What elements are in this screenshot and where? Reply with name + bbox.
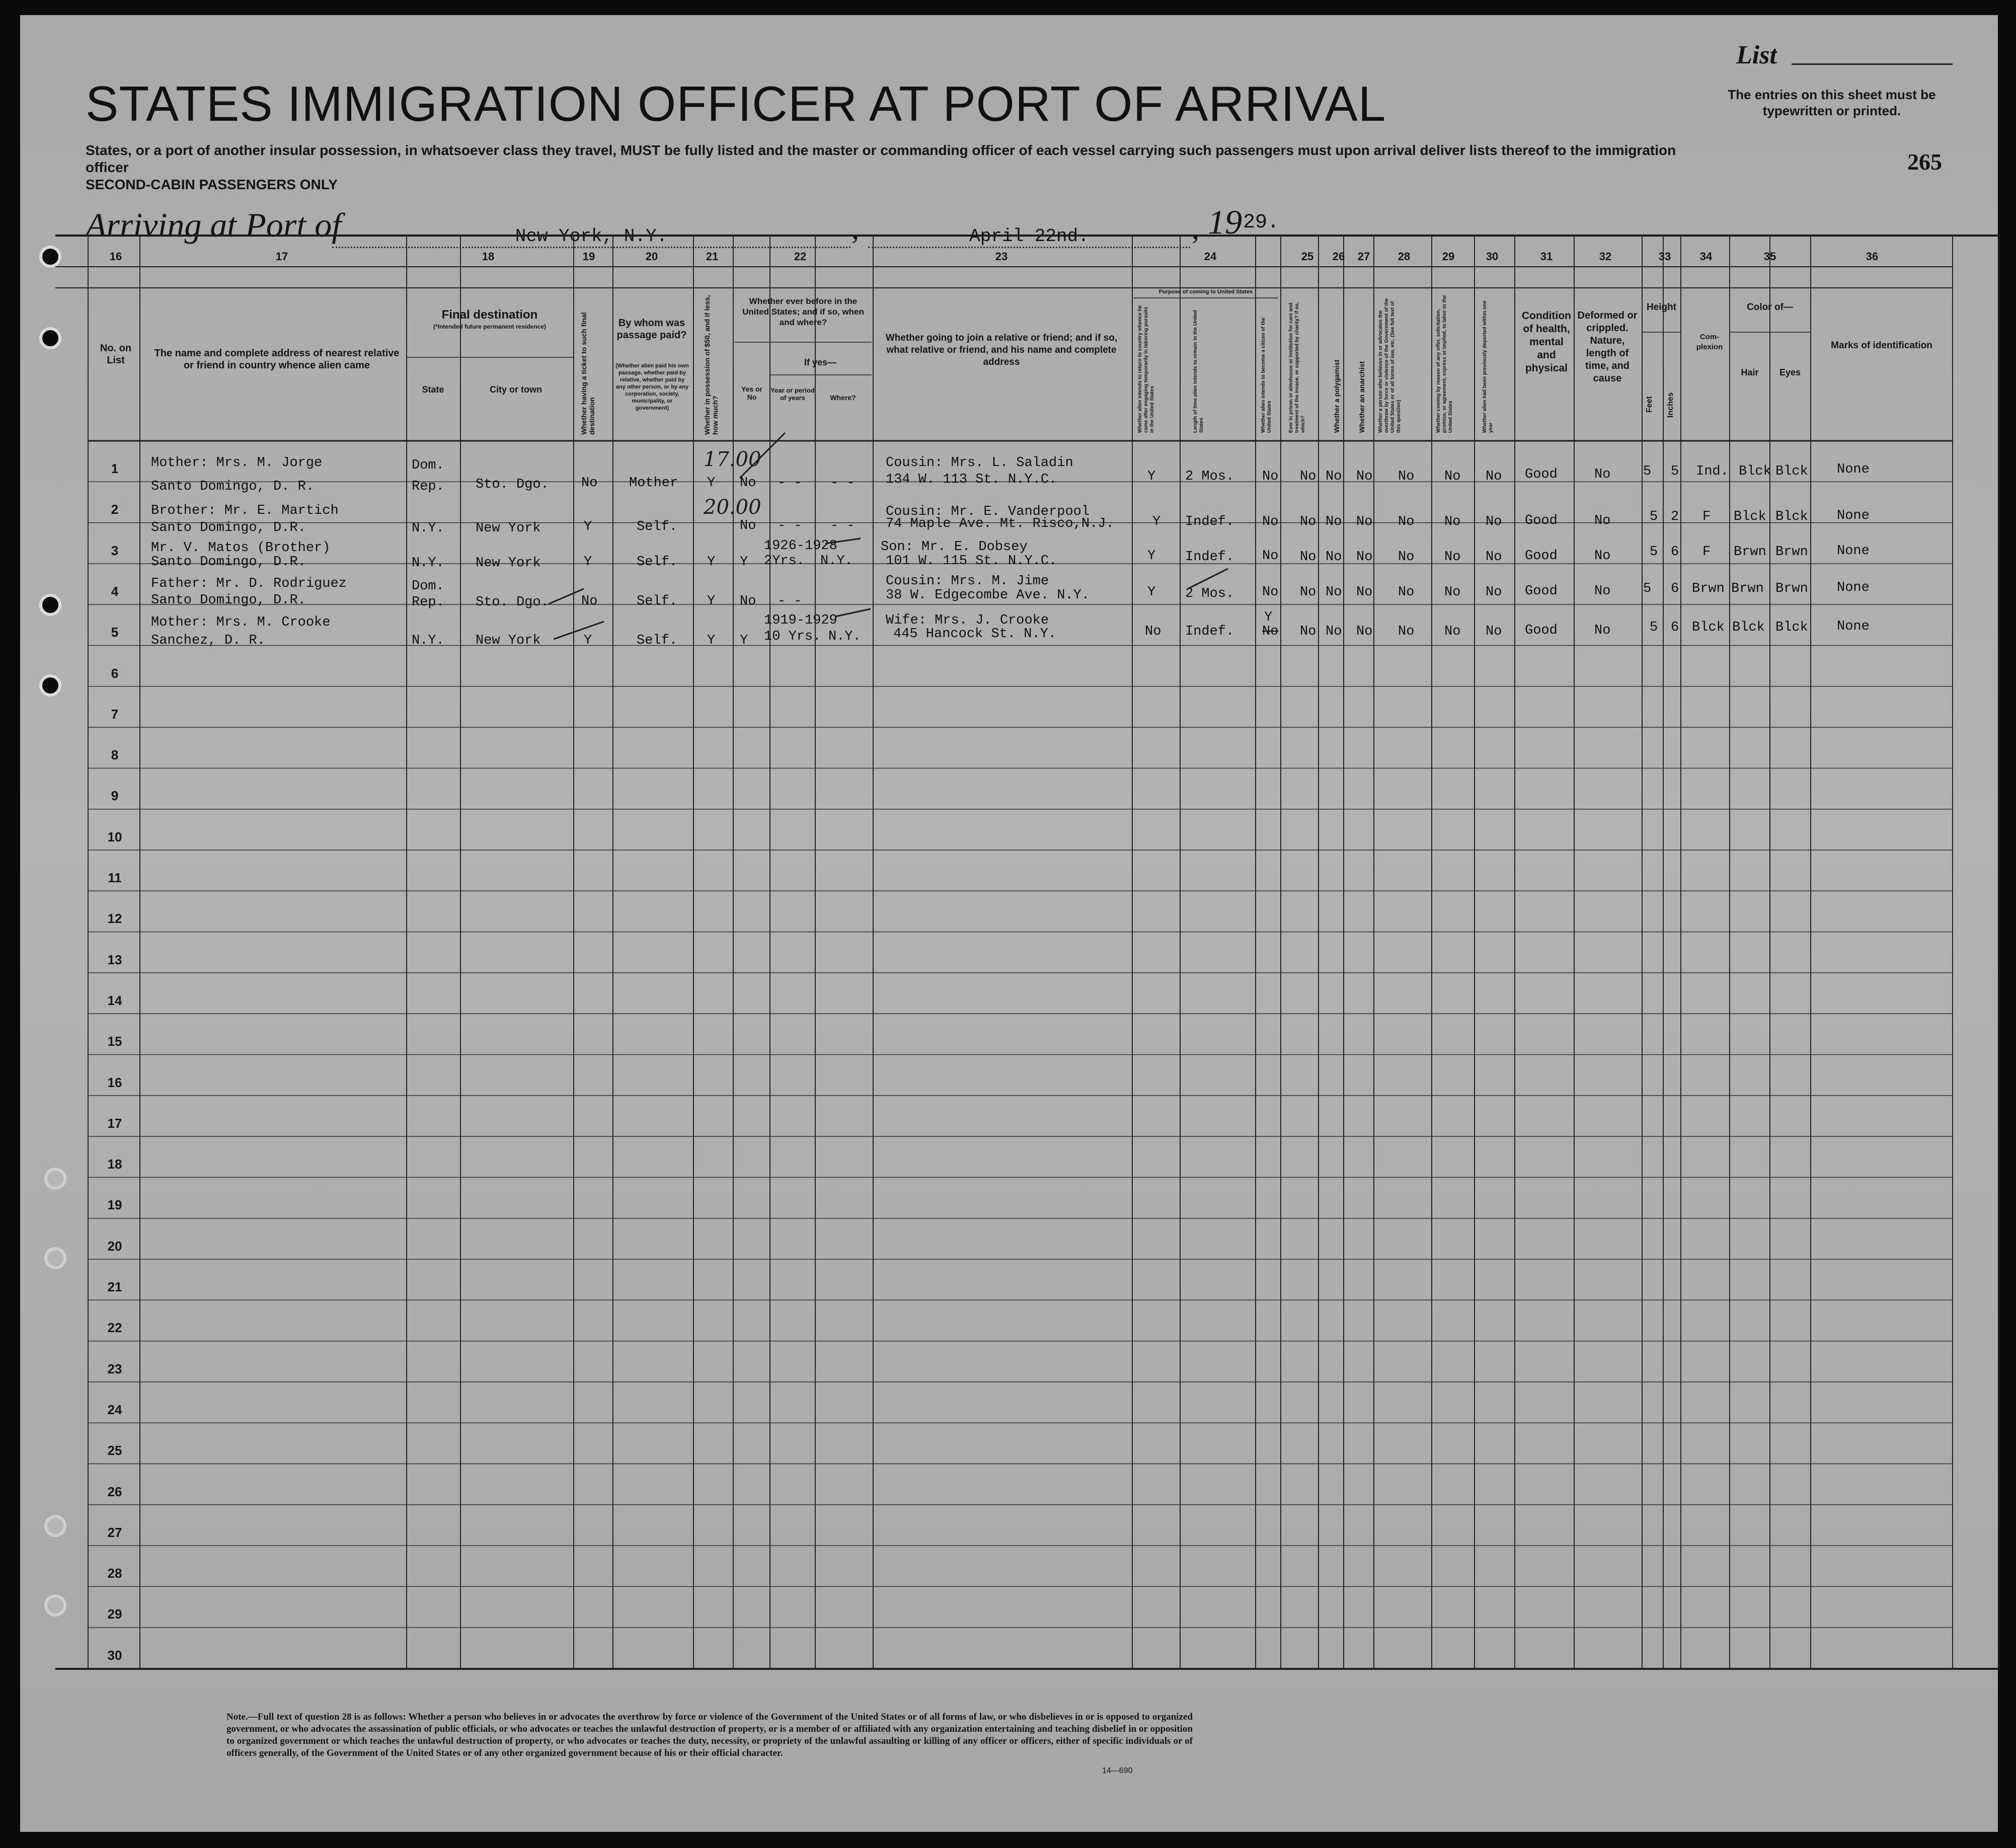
dest-state-2: N.Y. (412, 556, 444, 571)
offer: No (1444, 624, 1461, 639)
overthrow: No (1398, 469, 1415, 484)
row-number: 5 (111, 625, 119, 640)
header-health: Condition of health, mental and physical (1522, 310, 1571, 374)
inches: 2 (1671, 509, 1679, 524)
dest-state-2: N.Y. (412, 521, 444, 536)
ticket: No (581, 476, 598, 491)
row-number: 27 (107, 1524, 122, 1540)
row-number: 20 (107, 1238, 122, 1254)
ticket: Y (584, 555, 592, 570)
handwritten-money-row2: 20.00 (704, 496, 761, 519)
column-number: 34 (1699, 250, 1713, 263)
polygamist: No (1326, 624, 1342, 639)
handwritten-money-row1: 17.00 (704, 448, 761, 471)
row-number: 9 (111, 788, 119, 804)
relative-name: Mother: Mrs. M. Jorge (151, 455, 323, 471)
joining-address: 74 Maple Ave. Mt. Risco,N.J. (886, 516, 1114, 531)
eyes: Brwn (1775, 545, 1808, 560)
header-anarchist: Whether an anarchist (1358, 361, 1366, 433)
anarchist: No (1356, 550, 1373, 565)
row-number: 18 (107, 1157, 122, 1172)
inches: 6 (1671, 545, 1679, 560)
column-number: 18 (482, 250, 495, 263)
header-ticket: Whether having a ticket to such final destination (580, 312, 596, 435)
column-number: 35 (1763, 250, 1776, 263)
complexion: Brwn (1692, 581, 1725, 596)
arriving-label: Arriving at Port of (86, 206, 342, 244)
row-number: 1 (111, 461, 119, 476)
feet: 5 (1650, 509, 1658, 524)
where: N.Y. (820, 554, 853, 569)
citizen: No (1262, 585, 1279, 600)
comma: , (1192, 212, 1199, 245)
header-color-of: Color of— (1747, 302, 1793, 313)
header-marks: Marks of identification (1831, 340, 1932, 351)
health: Good (1525, 623, 1558, 638)
column-number: 17 (275, 250, 288, 263)
column-number: 29 (1442, 250, 1455, 263)
deformed: No (1594, 513, 1611, 528)
deformed: No (1594, 467, 1611, 482)
ticket: Y (584, 519, 592, 534)
row-number: 11 (108, 870, 122, 885)
polygamist: No (1326, 469, 1342, 484)
column-number: 28 (1398, 250, 1411, 263)
relative-name: Father: Mr. D. Rodriguez (151, 576, 347, 591)
hair: Blck (1732, 620, 1765, 635)
where: - - (830, 476, 855, 491)
citizen: No (1262, 469, 1279, 484)
length: Indef. (1185, 514, 1234, 529)
overthrow: No (1398, 624, 1415, 639)
length: Indef. (1185, 624, 1234, 639)
row-number: 24 (107, 1402, 122, 1417)
joining-address: 101 W. 115 St. N.Y.C. (886, 554, 1057, 569)
period-length: 10 Yrs. (764, 629, 821, 644)
before-us: Y (740, 555, 748, 570)
dest-state: Dom. (412, 458, 444, 473)
header-overthrow: Whether a person who believes in or advocates the overthrow by force or violence of the Government of the United States or of all forms of law, etc. (See full text of this question) (1378, 298, 1402, 433)
hair: Blck (1739, 464, 1771, 479)
dest-state-2: Rep. (412, 479, 444, 494)
where: - - (830, 518, 855, 533)
passage-paid-by: Self. (637, 555, 678, 570)
row-number: 8 (111, 747, 119, 763)
marks: None (1837, 462, 1870, 477)
period-length: 2Yrs. (764, 554, 805, 569)
header-purpose: Purpose of coming to United States (1158, 289, 1253, 295)
header-relative-address: The name and complete address of nearest relative or friend in country whence alien came (154, 348, 400, 371)
before-us: No (740, 594, 756, 609)
relative-address: Santo Domingo, D.R. (151, 555, 306, 570)
header-final-destination-note: (*Intended future permanent residence) (433, 323, 547, 330)
column-number: 26 (1332, 250, 1345, 263)
return: Y (1147, 585, 1156, 600)
marks: None (1837, 508, 1870, 523)
relative-name: Mr. V. Matos (Brother) (151, 541, 331, 556)
header-eyes: Eyes (1779, 367, 1801, 377)
inches: 6 (1671, 581, 1679, 596)
anarchist: No (1356, 585, 1373, 600)
period: - - (778, 594, 802, 609)
feet: 5 (1643, 581, 1652, 596)
header-city: City or town (490, 384, 542, 395)
return: No (1145, 624, 1161, 639)
deported: No (1486, 469, 1502, 484)
period: - - (778, 518, 802, 533)
health: Good (1525, 549, 1558, 564)
period: 1919-1929 (764, 613, 837, 628)
dest-city: New York (476, 633, 541, 648)
header-purpose-return: Whether alien intends to return to country whence he came after engaging temporarily in laboring pursuits in the United States (1137, 305, 1155, 433)
column-number: 31 (1540, 250, 1553, 263)
header-money: Whether in possession of $50, and if less, how much? (703, 295, 719, 435)
passage-paid-by: Self. (637, 594, 678, 609)
joining-name: Cousin: Mrs. M. Jime (886, 574, 1049, 589)
anarchist: No (1356, 624, 1373, 639)
column-number: 23 (995, 250, 1008, 263)
column-number: 30 (1486, 250, 1499, 263)
header-no-on-list: No. on List (100, 343, 132, 366)
complexion: F (1702, 545, 1711, 560)
eyes: Brwn (1775, 581, 1808, 596)
relative-address: Santo Domingo, D. R. (151, 479, 315, 494)
header-year-period: Year or period of years (770, 387, 815, 402)
hair: Brwn (1734, 545, 1766, 560)
length: 2 Mos. (1185, 586, 1234, 601)
joining-name: Cousin: Mr. E. Vanderpool (886, 504, 1090, 519)
prison: No (1300, 514, 1316, 529)
ticket: Y (584, 633, 592, 648)
year-suffix: 29. (1243, 211, 1280, 234)
joining-name: Cousin: Mrs. L. Saladin (886, 455, 1073, 471)
eyes: Blck (1775, 464, 1808, 479)
citizen-struck: No (1262, 624, 1279, 639)
marks: None (1837, 544, 1870, 559)
deformed: No (1594, 584, 1611, 599)
overthrow: No (1398, 550, 1415, 565)
offer: No (1444, 469, 1461, 484)
money: Y (707, 594, 716, 609)
header-purpose-length: Length of time alien intends to remain in the United States (1193, 310, 1204, 433)
citizen: No (1262, 549, 1279, 564)
row-number: 4 (111, 583, 119, 599)
header-before-us: Whether ever before in the United States; and if so, when and where? (742, 296, 864, 327)
health: Good (1525, 513, 1558, 528)
form-code: 14—690 (1102, 1766, 1133, 1775)
dest-city: Sto. Dgo. (476, 595, 549, 610)
deported: No (1486, 624, 1502, 639)
inches: 5 (1671, 464, 1679, 479)
citizen: No (1262, 514, 1279, 529)
complexion: Blck (1692, 620, 1725, 635)
row-number: 17 (107, 1115, 122, 1131)
cabin-class-label: SECOND-CABIN PASSENGERS ONLY (86, 177, 338, 192)
row-number: 3 (111, 543, 119, 558)
header-feet: Feet (1645, 396, 1654, 413)
overthrow: No (1398, 514, 1415, 529)
inches: 6 (1671, 620, 1679, 635)
port-field: New York, N.Y. (332, 226, 850, 248)
comma: , (851, 212, 859, 245)
page-title: STATES IMMIGRATION OFFICER AT PORT OF ARRIVAL (86, 76, 1386, 131)
before-us: No (740, 518, 756, 533)
header-offer: Whether coming by reason of any offer, solicitation, promise, or agreement, express or implied, to labor in the United States (1436, 295, 1453, 433)
header-where: Where? (830, 394, 856, 402)
joining-address: 445 Hancock St. N.Y. (893, 627, 1057, 642)
passage-paid-by: Self. (637, 519, 678, 534)
header-passage-paid-note: (Whether alien paid his own passage, whether paid by relative, whether paid by any other person, or by any corporation, society, municipality, or government) (615, 363, 689, 411)
money: Y (707, 476, 716, 491)
prison: No (1300, 624, 1316, 639)
row-number: 25 (107, 1443, 122, 1458)
date-field: April 22nd. (868, 226, 1190, 248)
complexion: F (1702, 509, 1711, 524)
anarchist: No (1356, 514, 1373, 529)
header-complexion: Com-plexion (1696, 333, 1723, 351)
column-number: 32 (1599, 250, 1612, 263)
dest-city: New York (476, 556, 541, 571)
row-number: 12 (107, 911, 122, 927)
offer: No (1444, 550, 1461, 565)
row-number: 26 (107, 1484, 122, 1499)
relative-address: Santo Domingo, D.R. (151, 593, 306, 608)
row-number: 19 (107, 1197, 122, 1213)
row-number: 21 (107, 1279, 122, 1294)
eyes: Blck (1775, 620, 1808, 635)
polygamist: No (1326, 550, 1342, 565)
page-number: 265 (1907, 149, 1942, 175)
row-number: 6 (111, 665, 119, 681)
row-number: 16 (107, 1074, 122, 1090)
row-number: 29 (107, 1606, 122, 1622)
year-prefix: 19 (1208, 203, 1242, 241)
return: Y (1147, 469, 1156, 484)
dest-city: New York (476, 521, 541, 536)
feet: 5 (1650, 545, 1658, 560)
header-deformed: Deformed or crippled. Nature, length of time, and cause (1577, 310, 1638, 384)
citizen: Y (1264, 610, 1273, 625)
deported: No (1486, 514, 1502, 529)
hair: Brwn (1731, 581, 1764, 596)
period: 1926-1928 (764, 538, 837, 554)
relative-address: Sanchez, D. R. (151, 633, 265, 648)
row-number: 10 (107, 829, 122, 844)
return: Y (1147, 549, 1156, 564)
row-number: 30 (107, 1647, 122, 1663)
ticket: No (581, 594, 598, 609)
complexion: Ind. (1696, 464, 1729, 479)
joining-name: Son: Mr. E. Dobsey (881, 540, 1028, 555)
polygamist: No (1326, 514, 1342, 529)
row-number: 23 (107, 1361, 122, 1376)
row-number: 14 (107, 992, 122, 1008)
header-deported: Whether alien had been previously deported within one year (1482, 300, 1494, 433)
length: 2 Mos. (1185, 469, 1234, 484)
length: Indef. (1185, 550, 1234, 565)
offer: No (1444, 514, 1461, 529)
header-if-yes: If yes— (804, 357, 837, 367)
header-final-destination: Final destination (441, 308, 538, 322)
relative-address: Santo Domingo, D.R. (151, 520, 306, 535)
header-prison: Ever in prison or almshouse or institution for care and treatment of the insane, or supported by charity? If so, which? (1288, 302, 1306, 433)
header-inches: Inches (1666, 392, 1675, 418)
passage-paid-by: Mother (629, 476, 678, 491)
column-number: 16 (109, 250, 122, 263)
hair: Blck (1734, 509, 1766, 524)
joining-name: Wife: Mrs. J. Crooke (886, 613, 1049, 628)
row-number: 7 (111, 706, 119, 722)
before-us: No (740, 476, 756, 491)
dest-state: Dom. (412, 579, 444, 594)
where: N.Y. (828, 629, 861, 644)
column-number: 36 (1866, 250, 1879, 263)
header-joining: Whether going to join a relative or friend; and if so, what relative or friend, and his name and complete address (885, 333, 1118, 367)
column-number: 19 (582, 250, 595, 263)
header-hair: Hair (1741, 367, 1759, 377)
header-yes-or-no: Yes or No (741, 385, 763, 401)
instructions-line: States, or a port of another insular possession, in whatsoever class they travel, MUST be fully listed and the master or commanding officer of each vessel carrying such passengers must upon arrival deliver lists thereof to the immigration officer (86, 142, 1676, 175)
joining-address: 134 W. 113 St. N.Y.C. (886, 472, 1057, 487)
money: Y (707, 555, 716, 570)
passage-paid-by: Self. (637, 633, 678, 648)
typewritten-note: The entries on this sheet must be typewritten or printed. (1728, 87, 1936, 118)
overthrow: No (1398, 585, 1415, 600)
health: Good (1525, 584, 1558, 599)
dest-state-2: N.Y. (412, 633, 444, 648)
column-number: 33 (1658, 250, 1671, 263)
before-us: Y (740, 633, 748, 648)
prison: No (1300, 469, 1316, 484)
header-state: State (422, 384, 444, 395)
dest-state-2: Rep. (412, 595, 444, 610)
row-number: 28 (107, 1566, 122, 1581)
row-number: 15 (107, 1034, 122, 1049)
marks: None (1837, 580, 1870, 595)
money: Y (707, 633, 716, 648)
deformed: No (1594, 549, 1611, 564)
deported: No (1486, 585, 1502, 600)
deported: No (1486, 550, 1502, 565)
column-number: 22 (794, 250, 807, 263)
row-number: 2 (111, 502, 119, 517)
deformed: No (1594, 623, 1611, 638)
column-number: 27 (1357, 250, 1370, 263)
list-label: List (1736, 41, 1777, 69)
column-number: 20 (645, 250, 658, 263)
marks: None (1837, 619, 1870, 634)
row-number: 22 (107, 1320, 122, 1336)
feet: 5 (1643, 464, 1652, 479)
polygamist: No (1326, 585, 1342, 600)
anarchist: No (1356, 469, 1373, 484)
relative-name: Mother: Mrs. M. Crooke (151, 615, 331, 630)
header-passage-paid: By whom was passage paid? (616, 318, 687, 341)
relative-name: Brother: Mr. E. Martich (151, 503, 339, 518)
period: - - (778, 476, 802, 491)
dest-city: Sto. Dgo. (476, 477, 549, 492)
header-purpose-citizen: Whether alien intends to become a citizen of the United States (1261, 318, 1272, 433)
joining-address: 38 W. Edgecombe Ave. N.Y. (886, 588, 1090, 603)
prison: No (1300, 585, 1316, 600)
footnote: Note.—Full text of question 28 is as follows: Whether a person who believes in or advocates the overthrow by force or violence of the Government of the United States or of all forms of law, or who disbelieves in or is opposed to organized government, or who advocates the assassination of public officials, or who advocates or teaches the unlawful destruction of property, or is a member of or affiliated with any organization entertaining and teaching disbelief in or opposition to organized government or which teaches the unlawful destruction of property, or who advocates or teaches the duty, necessity, or propriety of the unlawful assaulting or killing of any officer or officers, either of specific individuals or of officers generally, of the Government of the United States or of any other organized government because of his or their official character. (226, 1712, 1193, 1758)
header-polygamist: Whether a polygamist (1333, 359, 1341, 433)
header-height: Height (1646, 302, 1677, 313)
prison: No (1300, 550, 1316, 565)
column-number: 25 (1301, 250, 1314, 263)
eyes: Blck (1775, 509, 1808, 524)
row-number: 13 (107, 952, 122, 967)
column-number: 21 (706, 250, 719, 263)
offer: No (1444, 585, 1461, 600)
health: Good (1525, 467, 1558, 482)
feet: 5 (1650, 620, 1658, 635)
return: Y (1152, 514, 1161, 529)
column-number: 24 (1204, 250, 1217, 263)
